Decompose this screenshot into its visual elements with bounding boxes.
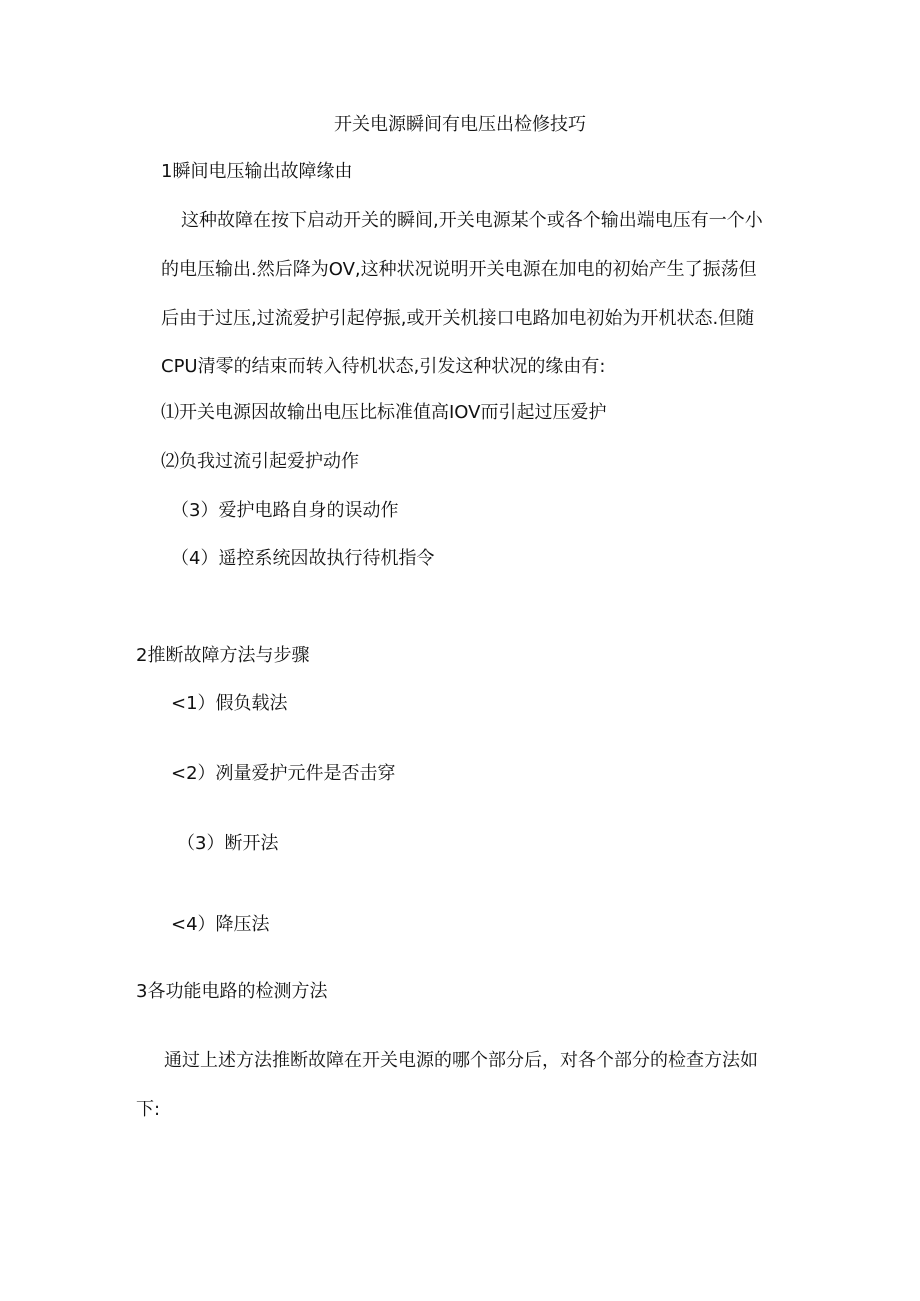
- cause-item: （3）爱护电路自身的误动作: [171, 500, 399, 521]
- cause-item: ⑴开关电源因故输出电压比标准值高IOV而引起过压爱护: [161, 402, 607, 423]
- document-title: 开关电源瞬间有电压出检修技巧: [334, 114, 586, 135]
- section-3-paragraph-line: 下:: [136, 1099, 161, 1120]
- method-item: （3）断开法: [177, 833, 279, 854]
- section-1-paragraph-line: CPU清零的结束而转入待机状态,引发这种状况的缘由有:: [161, 356, 606, 377]
- section-2-heading: 2推断故障方法与步骤: [136, 645, 310, 666]
- section-1-paragraph-line: 后由于过压,过流爱护引起停振,或开关机接口电路加电初始为开机状态.但随: [161, 308, 755, 329]
- section-1-paragraph-line: 的电压输出.然后降为OV,这种状况说明开关电源在加电的初始产生了振荡但: [161, 259, 757, 280]
- section-1-heading: 1瞬间电压输出故障缘由: [161, 161, 353, 182]
- section-3-heading: 3各功能电路的检测方法: [136, 981, 328, 1002]
- cause-item: ⑵负我过流引起爱护动作: [161, 451, 359, 472]
- section-3-paragraph-line: 通过上述方法推断故障在开关电源的哪个部分后，对各个部分的检查方法如: [164, 1050, 758, 1071]
- section-1-paragraph-line: 这种故障在按下启动开关的瞬间,开关电源某个或各个输出端电压有一个小: [181, 210, 763, 231]
- cause-item: （4）遥控系统因故执行待机指令: [171, 548, 435, 569]
- method-item: <4）降压法: [171, 914, 270, 935]
- method-item: <2）冽量爱护元件是否击穿: [171, 763, 396, 784]
- method-item: <1）假负载法: [171, 693, 288, 714]
